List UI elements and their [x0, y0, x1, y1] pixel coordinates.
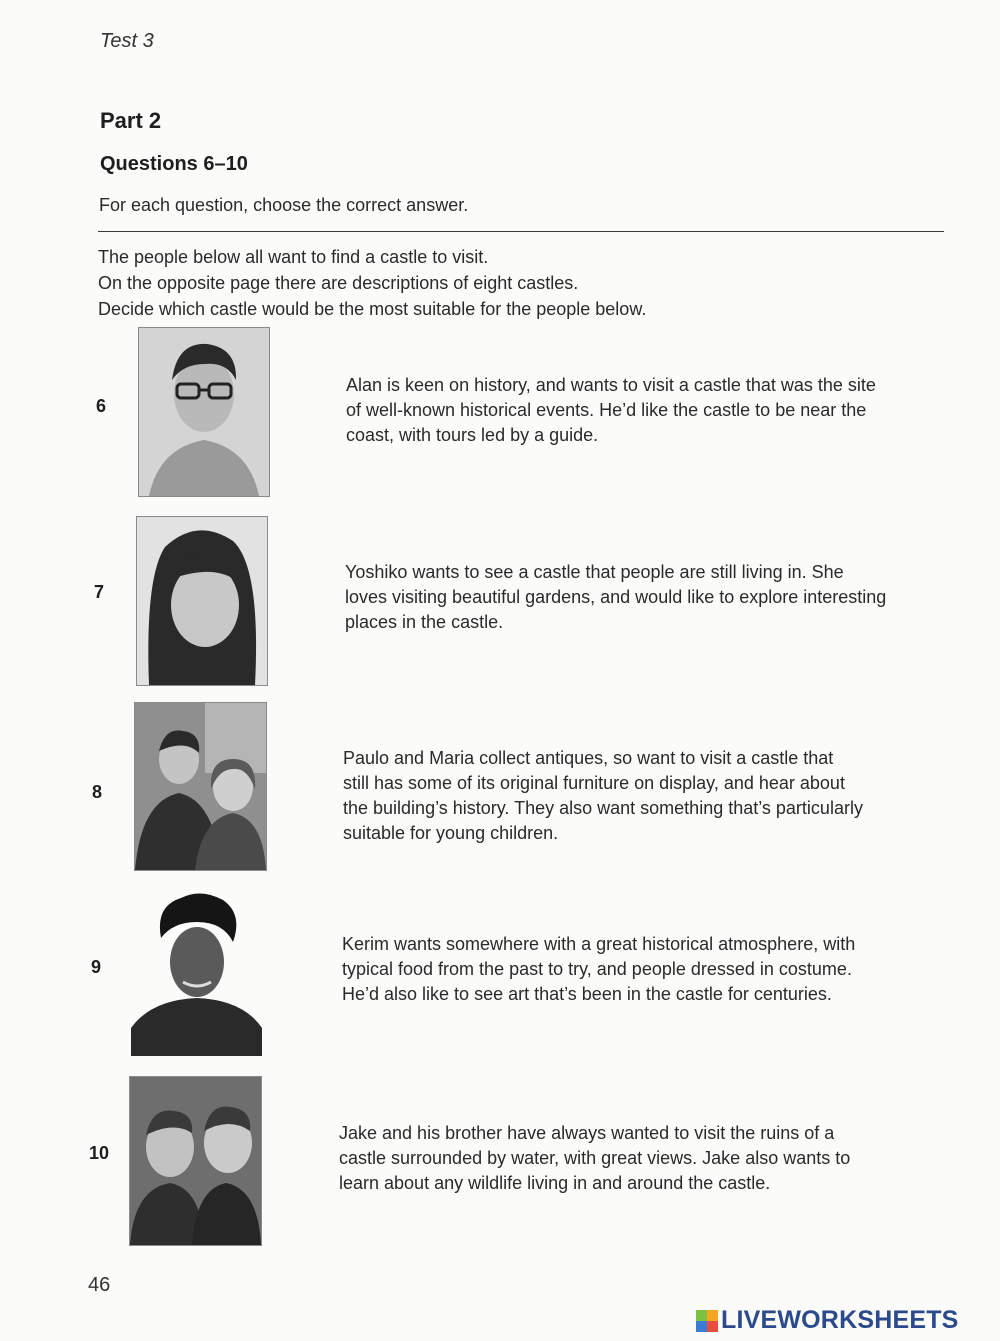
intro-text	[98, 244, 646, 322]
description-line: typical food from the past to try, and people dressed in costume.	[342, 959, 852, 979]
intro-line: The people below all want to find a castle to visit.	[98, 247, 489, 267]
question-9-description	[342, 932, 952, 1007]
question-number-8: 8	[92, 782, 103, 802]
description-line: places in the castle.	[345, 612, 504, 632]
description-line: loves visiting beautiful gardens, and would like to explore interesting	[345, 587, 887, 607]
couple-icon	[135, 703, 266, 870]
instruction-text: For each question, choose the correct answer.	[99, 195, 469, 215]
description-line: castle surrounded by water, with great views. Jake also wants to	[339, 1148, 851, 1168]
question-6-description	[346, 373, 956, 448]
question-number-7: 7	[94, 582, 105, 602]
running-header: Test 3	[100, 30, 154, 52]
page-number: 46	[88, 1274, 111, 1296]
brothers-icon	[130, 1077, 261, 1245]
question-number-9: 9	[91, 957, 102, 977]
question-7-description	[345, 560, 955, 635]
question-10-description	[339, 1121, 949, 1196]
description-line: suitable for young children.	[343, 823, 559, 843]
divider	[98, 231, 944, 232]
description-line: Kerim wants somewhere with a great historical atmosphere, with	[342, 934, 856, 954]
liveworksheets-logo-icon	[696, 1310, 718, 1332]
intro-line: On the opposite page there are descriptions of eight castles.	[98, 273, 579, 293]
photo-jake-brother	[129, 1076, 262, 1246]
description-line: still has some of its original furniture on display, and hear about	[343, 773, 845, 793]
question-number-6: 6	[96, 396, 107, 416]
person-icon	[131, 888, 262, 1056]
description-line: Jake and his brother have always wanted to visit the ruins of a	[339, 1123, 835, 1143]
description-line: Alan is keen on history, and wants to visit a castle that was the site	[346, 375, 876, 395]
photo-paulo-maria	[134, 702, 267, 871]
part-title: Part 2	[100, 108, 162, 133]
description-line: learn about any wildlife living in and around the castle.	[339, 1173, 771, 1193]
description-line: of well-known historical events. He’d like the castle to be near the	[346, 400, 867, 420]
photo-kerim	[131, 888, 262, 1056]
person-icon	[139, 328, 269, 496]
intro-line: Decide which castle would be the most suitable for the people below.	[98, 299, 647, 319]
question-8-description	[343, 746, 953, 846]
photo-yoshiko	[136, 516, 268, 686]
liveworksheets-brand	[696, 1306, 959, 1335]
description-line: Yoshiko wants to see a castle that people are still living in. She	[345, 562, 844, 582]
person-icon	[137, 517, 267, 685]
question-number-10: 10	[89, 1143, 110, 1163]
description-line: the building’s history. They also want something that’s particularly	[343, 798, 863, 818]
description-line: He’d also like to see art that’s been in the castle for centuries.	[342, 984, 832, 1004]
brand-text: LIVEWORKSHEETS	[721, 1306, 959, 1334]
questions-title: Questions 6–10	[100, 153, 248, 175]
photo-alan	[138, 327, 270, 497]
description-line: coast, with tours led by a guide.	[346, 425, 599, 445]
description-line: Paulo and Maria collect antiques, so want to visit a castle that	[343, 748, 834, 768]
